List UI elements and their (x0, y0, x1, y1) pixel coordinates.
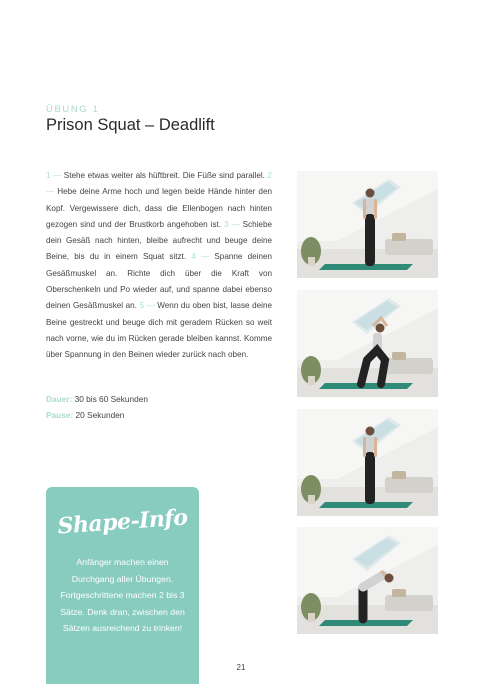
step-number: 1 — (46, 171, 62, 180)
duration-label: Dauer: (46, 394, 73, 404)
exercise-photo-standing-2 (297, 409, 438, 516)
exercise-title: Prison Squat – Deadlift (46, 116, 215, 134)
shape-info-box (46, 487, 199, 684)
exercise-number: ÜBUNG 1 (46, 104, 100, 115)
instructions-paragraph (46, 168, 272, 364)
step-number: 3 — (224, 219, 240, 229)
step-text: Hebe deine Arme hoch und legen beide Hände hinter den Kopf. Vergewissere dich, dass die Ellenbogen nach hinten gezogen sind und der Brustkorb angehoben ist. (46, 187, 272, 229)
shape-info-title: Shape-Info (56, 504, 189, 540)
pause-line (46, 410, 124, 420)
step-number: 2 — (46, 171, 272, 197)
step-number: 4 — (191, 252, 210, 262)
pause-label: Pause: (46, 410, 74, 420)
page-number: 21 (236, 663, 246, 672)
shape-info-text: Anfänger machen einen Durchgang aller Übungen. Fortgeschrittene machen 2 bis 3 Sätze. Denk dran, zwischen den Sätzen ausreichend zu trinken! (60, 557, 185, 633)
step-text: Stehe etwas weiter als hüftbreit. Die Füße sind parallel. (61, 171, 268, 180)
exercise-photo-deadlift (297, 527, 438, 634)
step-text: Spanne deinen Gesäßmuskel an. Richte dich über die Kraft von Oberschenkeln und Po wieder auf, und spanne dabei ebenso deinen Gesäßmuskel an. (46, 252, 272, 311)
step-text: Schiebe dein Gesäß nach hinten, bleibe aufrecht und beuge deine Beine, bis du in einem Squat sitzt. (46, 219, 272, 262)
step-text: Wenn du oben bist, lasse deine Beine gestreckt und beuge dich mit geradem Rücken so weit nach vorne, wie du im Rücken gerade bleiben kannst. Komme über Spannung in den Beinen wieder zurück nach oben. (46, 301, 272, 360)
exercise-photo-squat (297, 290, 438, 397)
duration-value: 30 bis 60 Sekunden (72, 394, 148, 404)
pause-value: 20 Sekunden (73, 410, 125, 420)
exercise-photo-standing (297, 171, 438, 278)
duration-line (46, 394, 148, 404)
step-number: 5 — (139, 301, 155, 311)
